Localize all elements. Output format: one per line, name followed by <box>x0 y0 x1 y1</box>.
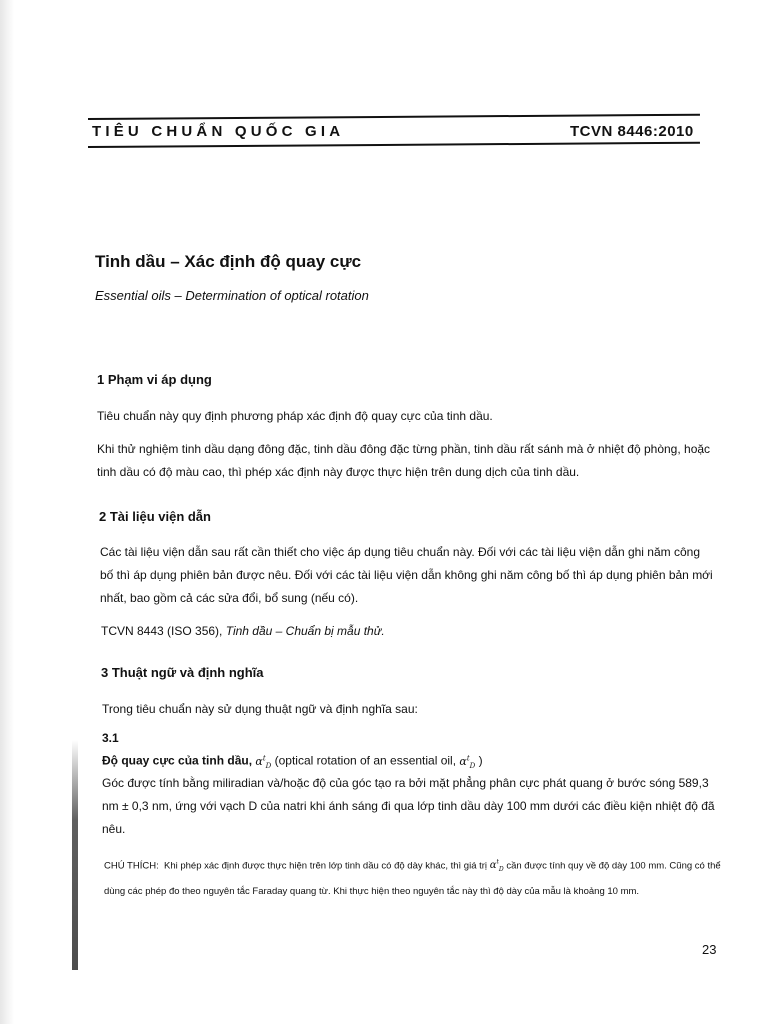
term-symbol: $\alpha^t_D$ <box>255 754 272 770</box>
note-block <box>104 852 726 903</box>
document-title: Tinh dầu – Xác định độ quay cực <box>95 252 362 271</box>
term-name: Độ quay cực của tinh dầu, <box>102 753 253 768</box>
section-2-reference <box>101 620 721 643</box>
section-1-heading: 1 Phạm vi áp dụng <box>97 372 212 387</box>
header-standard-label: TIÊU CHUẨN QUỐC GIA <box>92 123 345 140</box>
section-2-paragraph-1: Các tài liệu viện dẫn sau rất cần thiết cho việc áp dụng tiêu chuẩn này. Đối với các tài liệu viện dẫn ghi năm công bố thì áp dụng phiên bản được nêu. Đối với các tài liệu viện dẫn không ghi năm công bố thì áp dụng phiên bản mới nhất, bao gồm cả các sửa đổi, bổ sung (nếu có). <box>100 545 713 605</box>
section-3-paragraph-1: Trong tiêu chuẩn này sử dụng thuật ngữ và định nghĩa sau: <box>102 702 418 716</box>
header-rule-top <box>88 114 700 120</box>
term-english-close: ) <box>478 753 483 768</box>
header-standard-code: TCVN 8446:2010 <box>570 123 694 140</box>
reference-code: TCVN 8443 (ISO 356), <box>101 624 223 638</box>
section-1-paragraph-1: Tiêu chuẩn này quy định phương pháp xác định độ quay cực của tinh dầu. <box>97 409 493 423</box>
header-rule-bottom <box>88 142 700 148</box>
note-text-pre: Khi phép xác định được thực hiện trên lớp tinh dầu có độ dày khác, thì giá trị <box>164 860 488 872</box>
term-english: (optical rotation of an essential oil, <box>274 753 457 768</box>
document-subtitle: Essential oils – Determination of optical rotation <box>95 288 369 303</box>
section-1-paragraph-2: Khi thử nghiệm tinh dầu dạng đông đặc, tinh dầu đông đặc từng phần, tinh dầu rất sánh mà ở nhiệt độ phòng, hoặc tinh dầu có độ màu cao, thì phép xác định này được thực hiện trên dung dịch của tinh dầu. <box>97 442 711 479</box>
note-label: CHÚ THÍCH: <box>104 860 159 872</box>
scan-shadow <box>0 0 14 1024</box>
note-text-post: cần được tính quy về độ dày 100 mm. Cũng có thể dùng các phép đo theo nguyên tắc Faraday quang từ. Khi thực hiện theo nguyên tắc này thì độ dày của mẫu là khoảng 10 mm. <box>104 860 721 898</box>
term-number: 3.1 <box>102 731 119 745</box>
term-definition: Góc được tính bằng miliradian và/hoặc độ của góc tạo ra bởi mặt phẳng phân cực phát quang ở bước sóng 589,3 nm ± 0,3 nm, ứng với vạch D của natri khi ánh sáng đi qua lớp tinh dầu dày 100 mm dưới các điều kiện nhiệt độ đã nêu. <box>102 776 715 836</box>
section-3-heading: 3 Thuật ngữ và định nghĩa <box>101 665 264 680</box>
section-2-heading: 2 Tài liệu viện dẫn <box>99 509 211 524</box>
page-number: 23 <box>702 942 717 957</box>
term-english-symbol: $\alpha^t_D$ <box>459 754 476 770</box>
note-symbol: $\alpha^t_D$ <box>489 859 504 874</box>
reference-title: Tinh dầu – Chuẩn bị mẫu thử. <box>225 624 385 638</box>
scan-edge-mark <box>72 740 78 970</box>
